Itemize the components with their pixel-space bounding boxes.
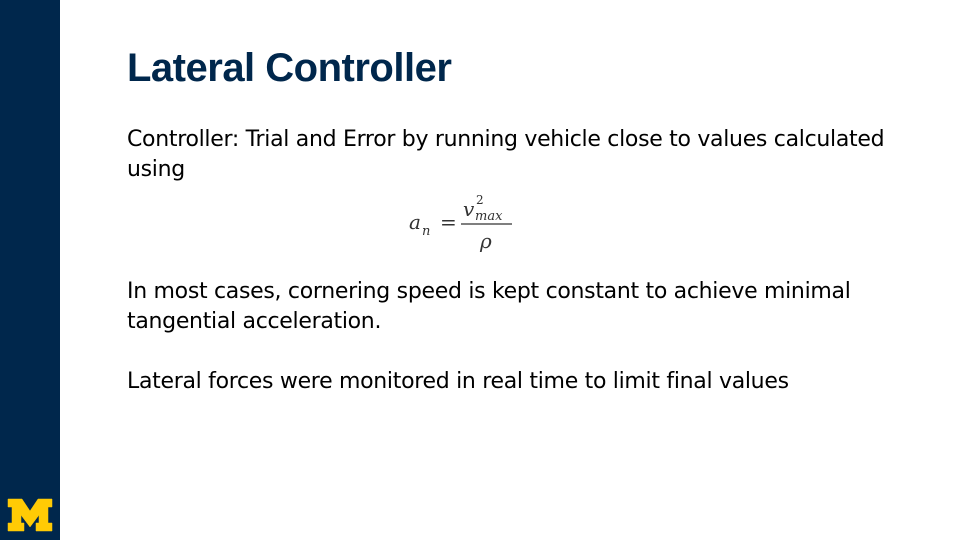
paragraph-controller: Controller: Trial and Error by running vehicle close to values calculated using [127,127,885,182]
paragraph-cornering-speed: In most cases, cornering speed is kept constant to achieve minimal tangential acceleration. [127,279,851,334]
formula-numerator-subscript: max [475,209,503,224]
paragraph-lateral-forces: Lateral forces were monitored in real time to limit final values [127,369,789,394]
formula-lhs-subscript: n [422,224,431,239]
formula-numerator: v [463,197,475,221]
sidebar-band [0,0,60,540]
formula-equals: = [440,210,457,234]
university-logo [0,490,60,540]
block-m-icon [6,497,54,533]
formula-numerator-superscript: 2 [476,193,484,207]
formula-lhs: a [409,210,421,234]
formula-denominator: ρ [480,229,492,253]
normal-acceleration-formula [405,192,520,257]
slide-title: Lateral Controller [127,46,452,90]
